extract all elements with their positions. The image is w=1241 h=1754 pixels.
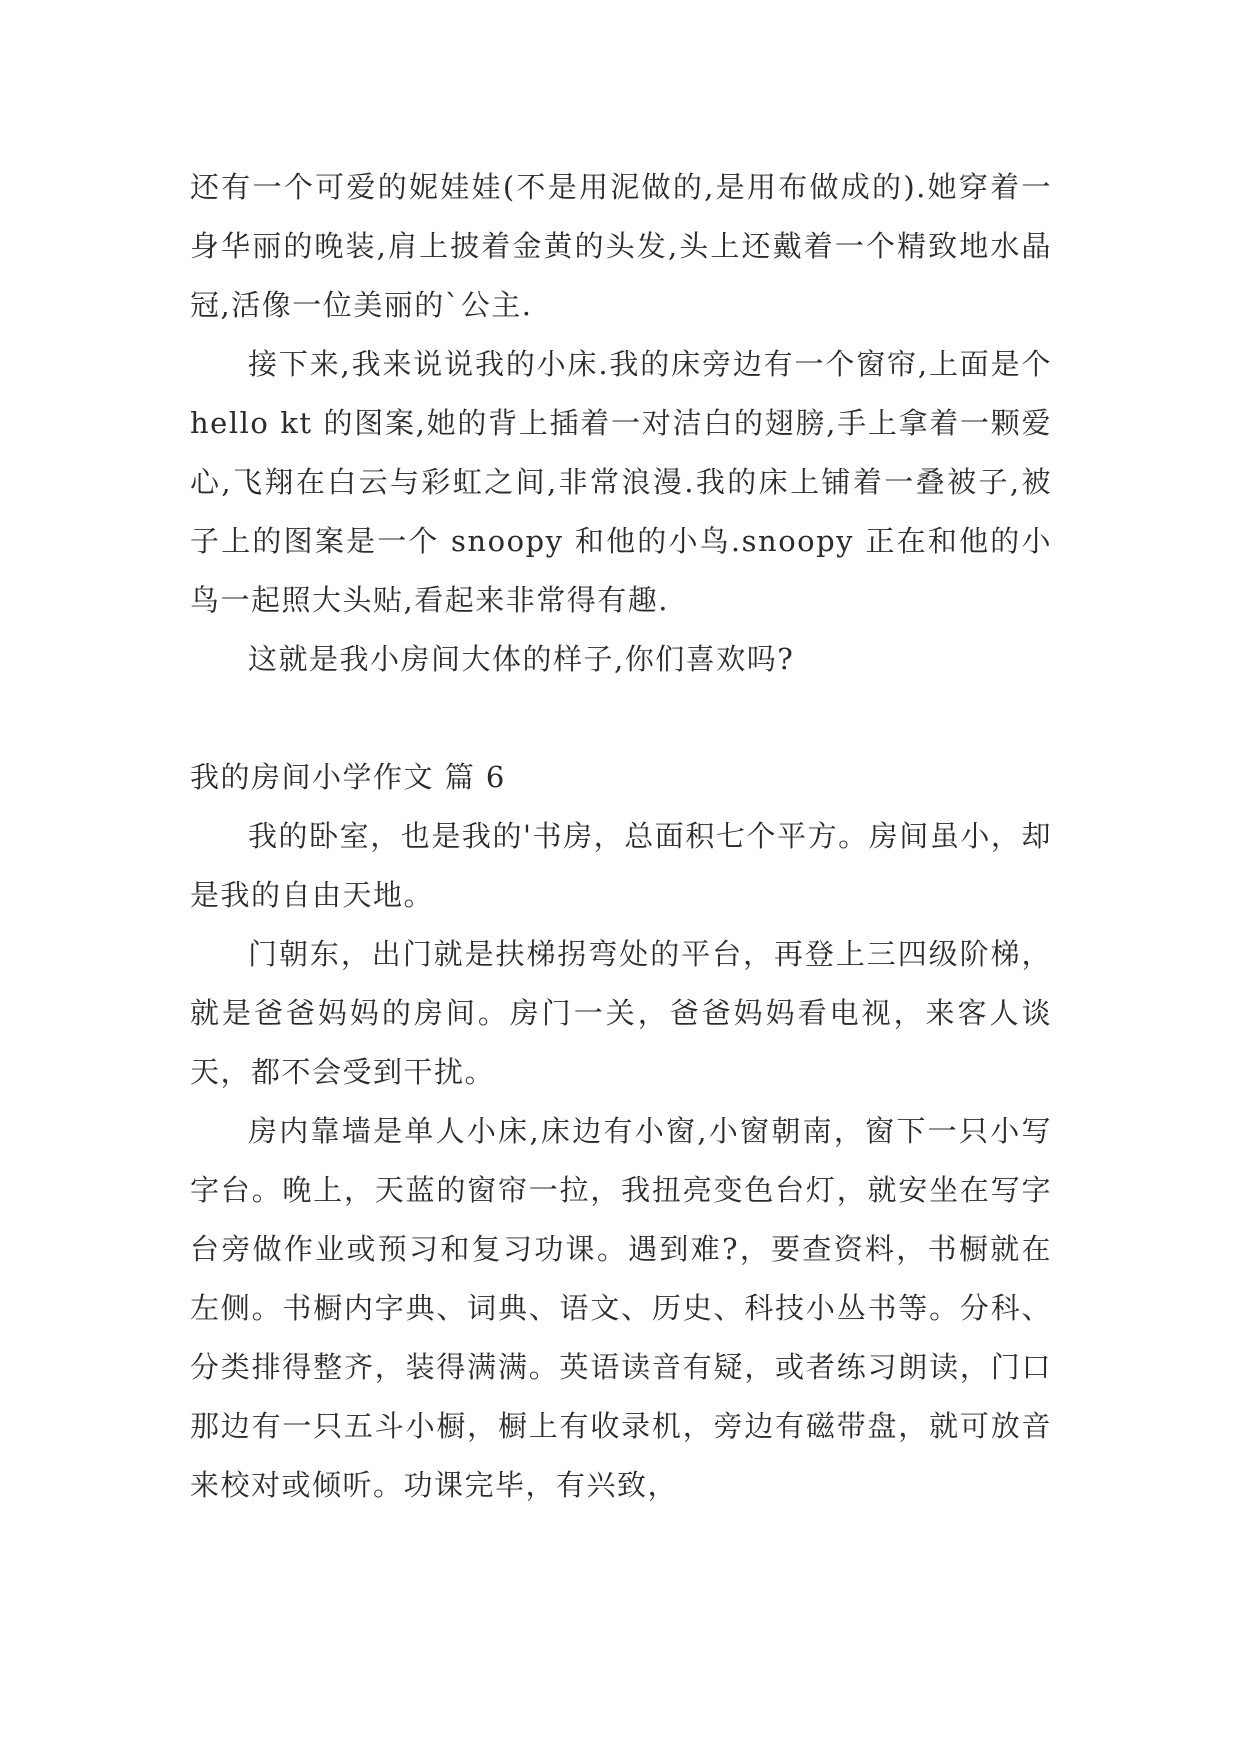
section-spacer bbox=[190, 689, 1052, 748]
paragraph-closing-question: 这就是我小房间大体的样子,你们喜欢吗? bbox=[248, 642, 795, 676]
paragraph-doll: 还有一个可爱的妮娃娃(不是用泥做的,是用布做成的).她穿着一身华丽的晚装,肩上披着金黄的头发,头上还戴着一个精致地水晶冠,活像一位美丽的`公主. bbox=[190, 170, 1052, 322]
paragraph-room-interior: 房内靠墙是单人小床,床边有小窗,小窗朝南，窗下一只小写字台。晚上，天蓝的窗帘一拉，我扭亮变色台灯，就安坐在写字台旁做作业或预习和复习功课。遇到难?，要查资料，书橱就在左侧。书橱内字典、词典、语文、历史、科技小丛书等。分科、分类排得整齐，装得满满。英语读音有疑，或者练习朗读，门口那边有一只五斗小橱，橱上有收录机，旁边有磁带盘，就可放音来校对或倾听。功课完毕，有兴致， bbox=[190, 1114, 1052, 1502]
paragraph-bedroom-intro: 我的卧室，也是我的'书房，总面积七个平方。房间虽小，却是我的自由天地。 bbox=[190, 819, 1052, 912]
paragraph-bed: 接下来,我来说说我的小床.我的床旁边有一个窗帘,上面是个 hello kt 的图案,她的背上插着一对洁白的翅膀,手上拿着一颗爱心,飞翔在白云与彩虹之间,非常浪漫.我的床上铺着一叠被子,被子上的图案是一个 snoopy 和他的小鸟.snoopy 正在和他的小鸟一起照大头贴,看起来非常得有趣. bbox=[190, 347, 1052, 617]
section-heading: 我的房间小学作文 篇 6 bbox=[190, 760, 506, 794]
paragraph-door: 门朝东，出门就是扶梯拐弯处的平台，再登上三四级阶梯，就是爸爸妈妈的房间。房门一关，爸爸妈妈看电视，来客人谈天，都不会受到干扰。 bbox=[190, 937, 1052, 1089]
document-page bbox=[190, 158, 1052, 1515]
